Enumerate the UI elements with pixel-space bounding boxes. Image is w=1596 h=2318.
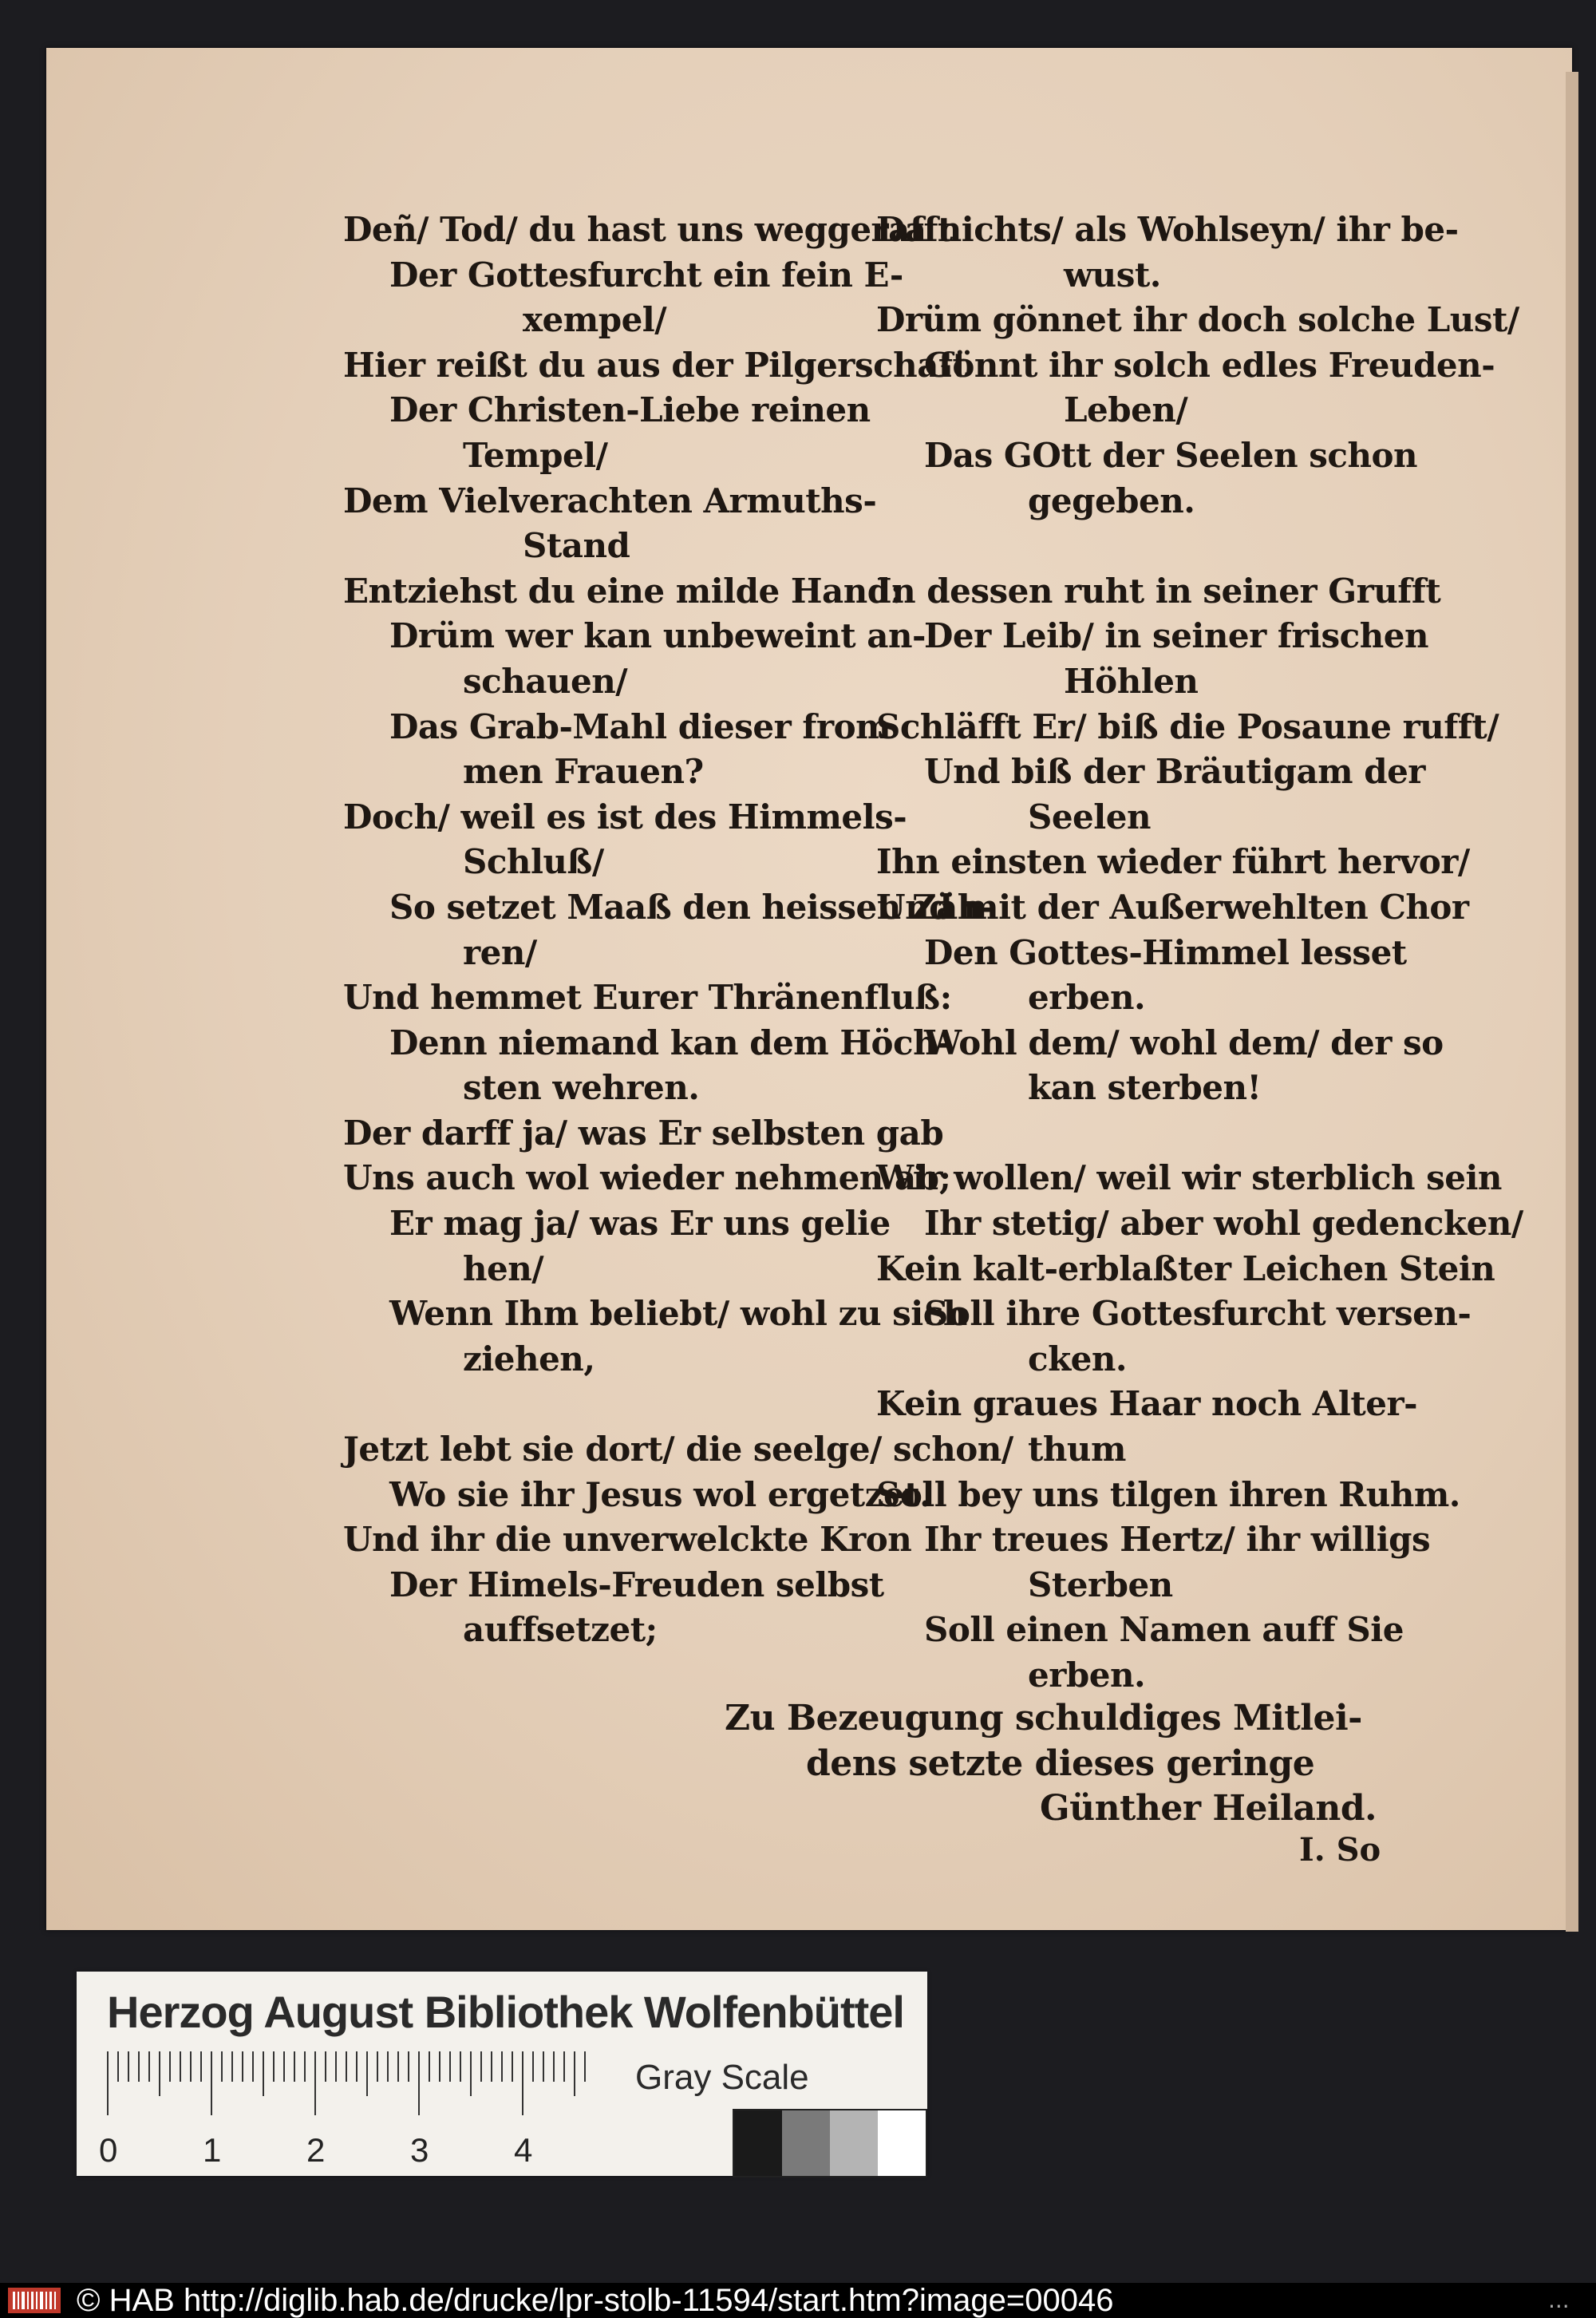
barcode-icon <box>8 2288 61 2313</box>
ruler-tick <box>397 2051 399 2082</box>
scale-card <box>77 1972 927 2176</box>
ruler-tick <box>470 2051 472 2096</box>
text-line: Kein kalt-erblaßter Leichen Stein <box>876 1248 1495 1288</box>
gray-swatch <box>830 2110 878 2176</box>
ruler-tick <box>532 2051 534 2082</box>
text-line: Schluß/ <box>463 842 604 882</box>
ruler-tick <box>252 2051 254 2082</box>
right-column <box>876 208 1523 1699</box>
text-line: Soll einen Namen auff Sie <box>924 1610 1404 1650</box>
ruler-tick <box>273 2051 275 2082</box>
ruler-tick <box>169 2051 171 2082</box>
ruler-tick <box>117 2051 119 2082</box>
text-line: Soll ihre Gottesfurcht versen- <box>924 1294 1472 1334</box>
author-name: Günther Heiland. <box>1040 1788 1377 1829</box>
page-edge <box>1566 72 1578 1932</box>
dedication-line: Zu Bezeugung schuldiges Mitlei- <box>725 1698 1362 1738</box>
text-line: Ihr treues Hertz/ ihr willigs <box>924 1520 1431 1560</box>
text-line: Drüm wer kan unbeweint an- <box>389 616 926 656</box>
ruler-tick <box>460 2051 461 2082</box>
copyright-url[interactable]: © HAB http://diglib.hab.de/drucke/lpr-stolb-11594/start.htm?image=00046 <box>77 2283 1114 2318</box>
ruler-tick <box>138 2051 140 2082</box>
text-line <box>343 1382 886 1427</box>
text-line: gegeben. <box>1028 481 1195 520</box>
ruler-number: 0 <box>99 2131 118 2169</box>
ruler-tick <box>584 2051 586 2082</box>
ruler-tick <box>314 2051 316 2115</box>
text-line: Kein graues Haar noch Alter- <box>876 1384 1418 1424</box>
ruler-number: 2 <box>306 2131 326 2169</box>
ruler-number: 4 <box>514 2131 533 2169</box>
ruler-tick <box>107 2051 109 2115</box>
text-line: Der Christen-Liebe reinen <box>389 390 871 430</box>
ruler-tick <box>200 2051 202 2082</box>
text-line: Stand <box>523 526 630 566</box>
ruler-tick <box>522 2051 523 2115</box>
text-line: Der Leib/ in seiner frischen <box>924 616 1429 656</box>
ruler-tick <box>128 2051 129 2082</box>
text-line: Das GOtt der Seelen schon <box>924 435 1418 475</box>
catchword: I. So <box>1299 1831 1381 1869</box>
ruler-tick <box>159 2051 160 2096</box>
ruler-tick <box>439 2051 440 2082</box>
ruler-tick <box>366 2051 368 2096</box>
text-line: Deñ/ Tod/ du hast uns weggerafft <box>343 210 953 249</box>
text-line: Doch/ weil es ist des Himmels- <box>343 797 907 837</box>
text-line: kan sterben! <box>1028 1068 1262 1108</box>
text-line: Tempel/ <box>463 435 608 475</box>
text-line: Und mit der Außerwehlten Chor <box>876 887 1469 927</box>
text-line: thum <box>1028 1430 1126 1470</box>
ruler-tick <box>553 2051 555 2082</box>
ruler-tick <box>283 2051 285 2082</box>
text-line: Ihr stetig/ aber wohl gedencken/ <box>924 1204 1523 1244</box>
text-line: Jetzt lebt sie dort/ die seelge/ schon/ <box>343 1430 1013 1470</box>
ruler-tick <box>429 2051 430 2082</box>
ruler-tick <box>346 2051 347 2082</box>
ruler-number: 1 <box>203 2131 222 2169</box>
ruler-tick <box>418 2051 420 2115</box>
ruler-tick <box>294 2051 295 2082</box>
ruler <box>99 2051 594 2171</box>
dedication-signature <box>725 1696 1411 1832</box>
text-line <box>876 524 1427 569</box>
text-line: Und ihr die unverwelckte Kron <box>343 1520 912 1560</box>
ruler-number: 3 <box>410 2131 429 2169</box>
document-page <box>46 48 1572 1930</box>
gray-scale-label: Gray Scale <box>635 2058 809 2097</box>
ruler-tick <box>512 2051 513 2082</box>
ruler-tick <box>180 2051 181 2082</box>
text-line: In dessen ruht in seiner Grufft <box>876 571 1441 611</box>
text-line: Er mag ja/ was Er uns gelie <box>389 1204 891 1244</box>
text-line: Seelen <box>1028 797 1151 837</box>
text-line: Wo sie ihr Jesus wol ergetzet. <box>389 1474 931 1514</box>
ruler-tick <box>574 2051 575 2096</box>
text-line: Höhlen <box>1064 661 1199 701</box>
text-line: Denn niemand kan dem Höch- <box>389 1023 951 1062</box>
text-line: ziehen, <box>463 1339 595 1379</box>
text-line: Hier reißt du aus der Pilgerschaft <box>343 345 968 385</box>
gray-swatches <box>733 2109 927 2178</box>
ruler-tick <box>148 2051 150 2082</box>
ruler-tick <box>449 2051 451 2082</box>
text-line: erben. <box>1028 978 1146 1018</box>
ruler-tick <box>387 2051 389 2082</box>
text-line: Sterben <box>1028 1564 1173 1604</box>
text-line: Wir wollen/ weil wir sterblich sein <box>876 1158 1502 1198</box>
text-line: Wenn Ihm beliebt/ wohl zu sich <box>389 1294 967 1334</box>
ruler-tick <box>304 2051 306 2082</box>
ruler-tick <box>501 2051 503 2082</box>
text-line: Den Gottes-Himmel lesset <box>924 932 1407 972</box>
text-line: Der Gottesfurcht ein fein E- <box>389 255 903 295</box>
text-line: Ihn einsten wieder führt hervor/ <box>876 842 1470 882</box>
text-line: cken. <box>1028 1339 1128 1379</box>
text-line: Der Himels-Freuden selbst <box>389 1564 884 1604</box>
text-line: Gönnt ihr solch edles Freuden- <box>924 345 1495 385</box>
text-line: sten wehren. <box>463 1068 700 1108</box>
text-line: wust. <box>1064 255 1161 295</box>
text-line: Und hemmet Eurer Thränenfluß: <box>343 978 952 1018</box>
text-line: ren/ <box>463 932 537 972</box>
gray-swatch <box>782 2110 830 2176</box>
text-line: xempel/ <box>523 300 667 340</box>
ruler-tick <box>480 2051 482 2082</box>
ruler-tick <box>242 2051 243 2082</box>
text-line <box>876 1111 1427 1157</box>
text-line: men Frauen? <box>463 752 704 792</box>
ruler-tick <box>211 2051 212 2115</box>
text-line: erben. <box>1028 1655 1146 1695</box>
ruler-tick <box>325 2051 326 2082</box>
text-line: Schläfft Er/ biß die Posaune rufft/ <box>876 706 1499 746</box>
ruler-tick <box>263 2051 264 2096</box>
text-line: Der darff ja/ was Er selbsten gab <box>343 1113 944 1153</box>
text-line: auffsetzet; <box>463 1610 658 1650</box>
ruler-tick <box>408 2051 409 2082</box>
ruler-tick <box>190 2051 192 2082</box>
text-line: schauen/ <box>463 661 628 701</box>
left-column <box>343 208 1013 1653</box>
library-name: Herzog August Bibliothek Wolfenbüttel <box>107 1987 904 2037</box>
ruler-tick <box>377 2051 378 2082</box>
ruler-tick <box>543 2051 544 2082</box>
text-line: Und biß der Bräutigam der <box>924 752 1425 792</box>
text-line: Wohl dem/ wohl dem/ der so <box>924 1023 1444 1062</box>
dedication-line: dens setzte dieses geringe <box>806 1742 1315 1784</box>
text-line: Drüm gönnet ihr doch solche Lust/ <box>876 300 1519 340</box>
text-line: Das Grab-Mahl dieser from <box>389 706 891 746</box>
ruler-tick <box>231 2051 233 2082</box>
more-dots: ... <box>1548 2287 1570 2313</box>
gray-swatch <box>878 2110 926 2176</box>
ruler-tick <box>356 2051 358 2082</box>
text-line: Leben/ <box>1064 390 1188 430</box>
gray-swatch <box>734 2110 782 2176</box>
ruler-tick <box>221 2051 223 2082</box>
text-line: Da nichts/ als Wohlseyn/ ihr be- <box>876 210 1459 249</box>
text-line: hen/ <box>463 1248 544 1288</box>
text-line: Uns auch wol wieder nehmen ab; <box>343 1158 951 1198</box>
text-line: Entziehst du eine milde Hand: <box>343 571 903 611</box>
ruler-tick <box>335 2051 337 2082</box>
text-line: Soll bey uns tilgen ihren Ruhm. <box>876 1474 1460 1514</box>
ruler-tick <box>563 2051 565 2082</box>
footer-bar <box>0 2283 1596 2318</box>
text-line: So setzet Maaß den heissen Zäh- <box>389 887 995 927</box>
text-line: Dem Vielverachten Armuths- <box>343 481 877 520</box>
ruler-tick <box>491 2051 492 2082</box>
